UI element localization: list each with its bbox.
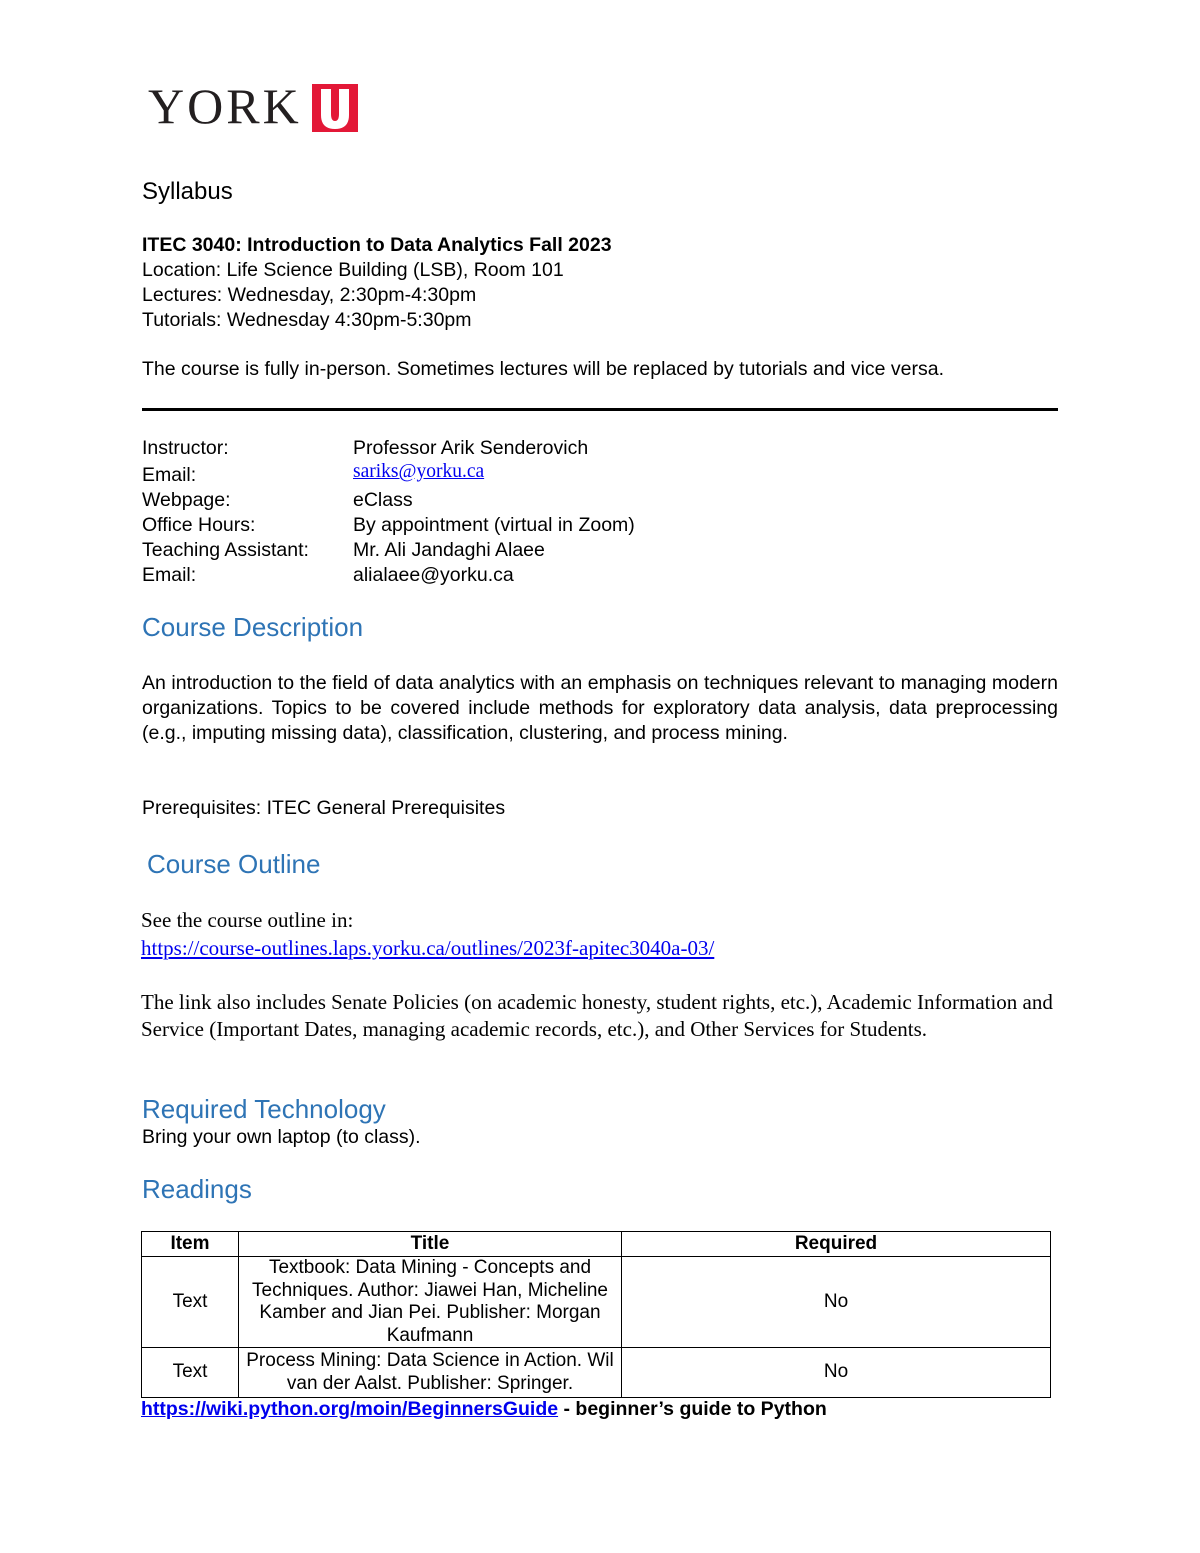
- ta-email-value: alialaee@yorku.ca: [353, 564, 514, 586]
- instructor-email-link[interactable]: sariks@yorku.ca: [353, 461, 485, 482]
- course-location: Location: Life Science Building (LSB), Room 101: [142, 259, 564, 281]
- prerequisites-text: Prerequisites: ITEC General Prerequisites: [142, 797, 506, 819]
- course-description-heading: Course Description: [142, 612, 364, 642]
- required-technology-body: Bring your own laptop (to class).: [142, 1126, 421, 1148]
- python-guide-link[interactable]: https://wiki.python.org/moin/BeginnersGuide: [141, 1398, 559, 1420]
- instructor-email-label: Email:: [142, 464, 197, 486]
- ta-email-label: Email:: [142, 564, 197, 586]
- reading-required: No: [622, 1348, 1051, 1398]
- course-tutorials: Tutorials: Wednesday 4:30pm-5:30pm: [142, 309, 472, 331]
- required-technology-heading: Required Technology: [142, 1094, 386, 1124]
- ta-label: Teaching Assistant:: [142, 539, 309, 561]
- table-header-row: [142, 1232, 1051, 1257]
- course-description-body: An introduction to the field of data analytics with an emphasis on techniques relevant to managing modern organizations. Topics to be covered include methods for exploratory data analysis, data preprocessing (e.g., imputing missing data), classification, clustering, and process mining.: [142, 672, 1058, 744]
- column-header-item: Item: [142, 1232, 239, 1257]
- horizontal-divider: [142, 408, 1058, 411]
- reading-required: No: [622, 1257, 1051, 1348]
- course-outline-heading: Course Outline: [147, 849, 321, 879]
- readings-heading: Readings: [142, 1174, 252, 1204]
- document-title: Syllabus: [142, 178, 233, 205]
- reading-item: Text: [142, 1348, 239, 1398]
- instructor-label: Instructor:: [142, 437, 229, 459]
- course-outline-intro: See the course outline in:: [141, 908, 354, 932]
- logo-wordmark: YORK: [148, 78, 302, 134]
- office-hours-label: Office Hours:: [142, 514, 256, 536]
- reading-title: Process Mining: Data Science in Action. Wil van der Aalst. Publisher: Springer.: [239, 1348, 622, 1398]
- course-header: [142, 233, 612, 333]
- table-row: [142, 1348, 1051, 1398]
- table-row: [142, 1257, 1051, 1348]
- york-university-logo: [148, 78, 362, 134]
- column-header-required: Required: [622, 1232, 1051, 1257]
- python-guide-note: - beginner’s guide to Python: [558, 1398, 827, 1420]
- instructor-value: Professor Arik Senderovich: [353, 437, 589, 459]
- logo-u-mark: [312, 84, 358, 132]
- course-outline-link[interactable]: https://course-outlines.laps.yorku.ca/outlines/2023f-apitec3040a-03/: [141, 936, 715, 960]
- readings-table: [141, 1231, 1051, 1398]
- reading-item: Text: [142, 1257, 239, 1348]
- webpage-label: Webpage:: [142, 489, 231, 511]
- python-guide-line: [141, 1398, 827, 1421]
- course-title: ITEC 3040: Introduction to Data Analytics Fall 2023: [142, 234, 612, 256]
- column-header-title: Title: [239, 1232, 622, 1257]
- office-hours-value: By appointment (virtual in Zoom): [353, 514, 635, 536]
- course-modality-note: The course is fully in-person. Sometimes lectures will be replaced by tutorials and vice versa.: [142, 358, 945, 380]
- reading-title: Textbook: Data Mining - Concepts and Techniques. Author: Jiawei Han, Micheline Kamber and Jian Pei. Publisher: Morgan Kaufmann: [239, 1257, 622, 1348]
- ta-value: Mr. Ali Jandaghi Alaee: [353, 539, 545, 561]
- webpage-value: eClass: [353, 489, 413, 511]
- course-lectures: Lectures: Wednesday, 2:30pm-4:30pm: [142, 284, 477, 306]
- course-outline-policies: The link also includes Senate Policies (on academic honesty, student rights, etc.), Academic Information and Service (Important Dates, managing academic records, etc.), and Other Services for Students.: [141, 990, 1053, 1041]
